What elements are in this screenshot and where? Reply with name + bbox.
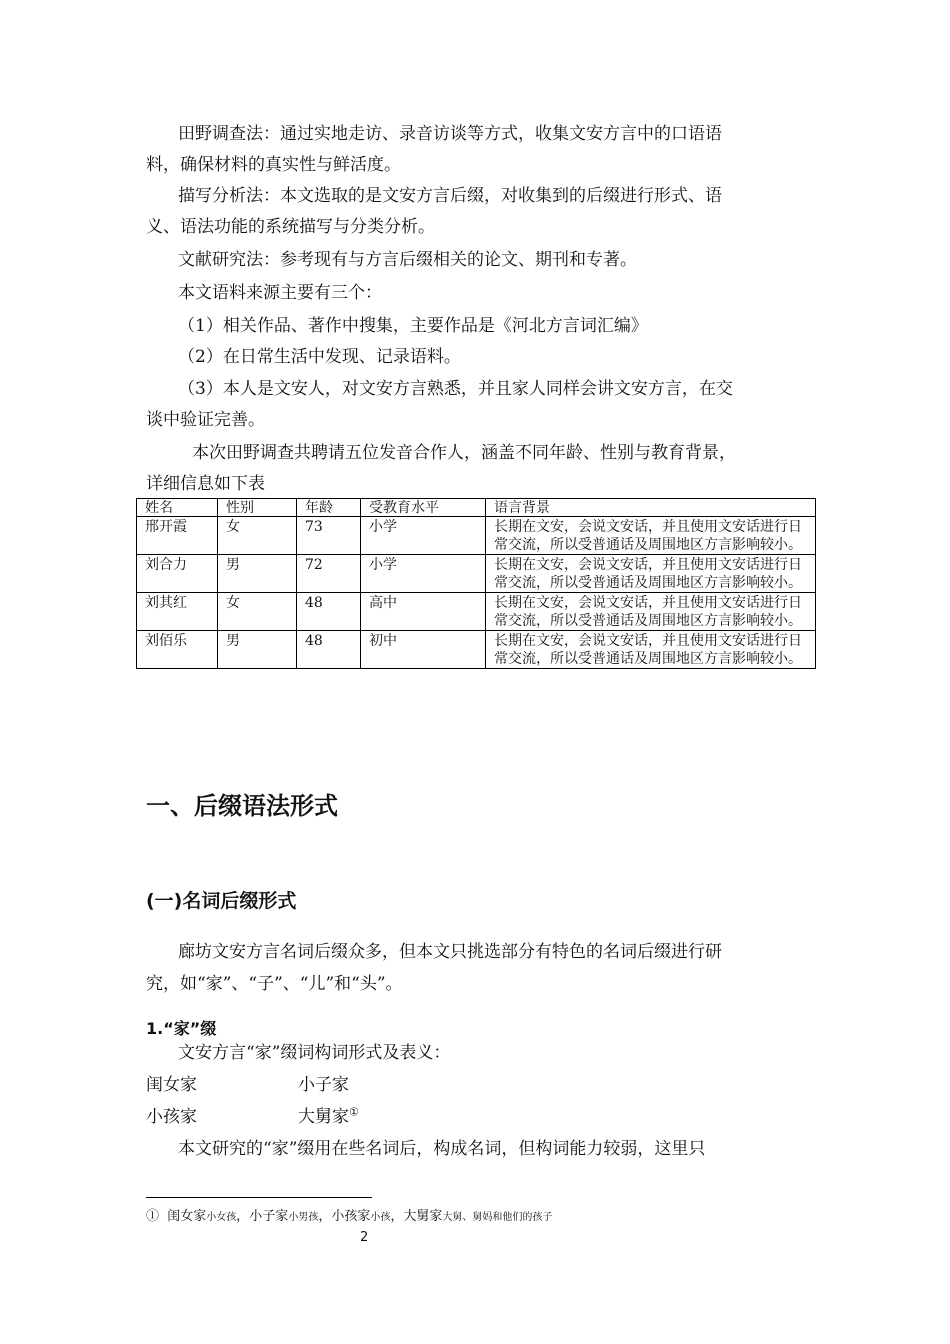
table-cell: 男 [218, 555, 297, 593]
column-header-education: 受教育水平 [361, 499, 486, 517]
footnote-gloss: 小女孩 [206, 1212, 237, 1223]
paragraph-informants: 本次田野调查共聘请五位发音合作人，涵盖不同年龄、性别与教育背景， [192, 443, 736, 463]
example-word: 大舅家 [298, 1107, 349, 1127]
paragraph-descriptive-analysis: 描写分析法：本文选取的是文安方言后缀，对收集到的后缀进行形式、语 [178, 186, 722, 206]
footnote-marker: ① [146, 1209, 160, 1224]
footnote-divider [146, 1197, 372, 1198]
table-header-row [137, 499, 816, 517]
table-row [137, 555, 816, 593]
paragraph-informants-cont: 详细信息如下表 [146, 474, 265, 494]
table-cell: 48 [297, 631, 361, 669]
list-item-source-3: （3）本人是文安人，对文安方言熟悉，并且家人同样会讲文安方言，在交 [178, 379, 733, 399]
list-item-source-2: （2）在日常生活中发现、记录语料。 [178, 347, 461, 367]
paragraph-noun-suffixes: 廊坊文安方言名词后缀众多，但本文只挑选部分有特色的名词后缀进行研 [178, 942, 722, 962]
table-cell: 长期在文安，会说文安话，并且使用文安话进行日常交流，所以受普通话及周围地区方言影响较小。 [486, 517, 816, 555]
footnote-gloss: 小男孩 [288, 1212, 319, 1223]
table-cell: 初中 [361, 631, 486, 669]
footnote-term: ，大舅家 [390, 1209, 443, 1224]
paragraph-jia-suffix-intro: 文安方言“家”缀词构词形式及表义： [178, 1043, 451, 1063]
table-cell: 刘其红 [137, 593, 218, 631]
column-header-language-background: 语言背景 [486, 499, 816, 517]
section-heading: 一、后缀语法形式 [146, 792, 338, 820]
table-cell: 长期在文安，会说文安话，并且使用文安话进行日常交流，所以受普通话及周围地区方言影响较小。 [486, 555, 816, 593]
footnote-gloss: 小孩 [370, 1212, 391, 1223]
paragraph-noun-suffixes-cont: 究，如“家”、“子”、“儿”和“头”。 [146, 974, 403, 994]
paragraph-jia-suffix-analysis: 本文研究的“家”缀用在些名词后，构成名词，但构词能力较弱，这里只 [178, 1139, 706, 1159]
table-row [137, 517, 816, 555]
subsection-heading: (一)名词后缀形式 [146, 890, 297, 912]
list-item-source-3-cont: 谈中验证完善。 [146, 410, 265, 430]
table-cell: 小学 [361, 555, 486, 593]
table-cell: 女 [218, 593, 297, 631]
table-cell: 高中 [361, 593, 486, 631]
paragraph-field-survey-cont: 料，确保材料的真实性与鲜活度。 [146, 155, 401, 175]
table-cell: 刘佰乐 [137, 631, 218, 669]
informants-table [136, 498, 816, 669]
footnote [146, 1208, 552, 1227]
subsubsection-heading: 1.“家”缀 [146, 1019, 217, 1038]
example-word: 闺女家 [146, 1075, 197, 1095]
table-cell: 女 [218, 517, 297, 555]
footnote-term: ，小孩家 [318, 1209, 371, 1224]
list-item-source-1: （1）相关作品、著作中搜集，主要作品是《河北方言词汇编》 [178, 316, 648, 336]
column-header-age: 年龄 [297, 499, 361, 517]
table-cell: 48 [297, 593, 361, 631]
column-header-gender: 性别 [218, 499, 297, 517]
footnote-reference[interactable]: ① [349, 1105, 359, 1119]
example-word-with-note [298, 1105, 359, 1129]
footnote-term: 闺女家 [167, 1209, 207, 1224]
footnote-term: ，小子家 [236, 1209, 289, 1224]
example-word: 小孩家 [146, 1107, 197, 1127]
table-cell: 72 [297, 555, 361, 593]
example-word: 小子家 [298, 1075, 349, 1095]
table-cell: 男 [218, 631, 297, 669]
table-cell: 长期在文安，会说文安话，并且使用文安话进行日常交流，所以受普通话及周围地区方言影响较小。 [486, 593, 816, 631]
table-cell: 小学 [361, 517, 486, 555]
table-cell: 邢开霞 [137, 517, 218, 555]
footnote-gloss: 大舅、舅妈和他们的孩子 [442, 1212, 553, 1223]
paragraph-field-survey: 田野调查法：通过实地走访、录音访谈等方式，收集文安方言中的口语语 [178, 124, 722, 144]
table-cell: 73 [297, 517, 361, 555]
paragraph-literature-research: 文献研究法：参考现有与方言后缀相关的论文、期刊和专著。 [178, 250, 637, 270]
paragraph-corpus-sources: 本文语料来源主要有三个： [178, 283, 382, 303]
table-cell: 长期在文安，会说文安话，并且使用文安话进行日常交流，所以受普通话及周围地区方言影响较小。 [486, 631, 816, 669]
paragraph-descriptive-analysis-cont: 义、语法功能的系统描写与分类分析。 [146, 217, 435, 237]
table-row [137, 631, 816, 669]
table-row [137, 593, 816, 631]
table-cell: 刘合力 [137, 555, 218, 593]
page-number: 2 [360, 1230, 369, 1245]
column-header-name: 姓名 [137, 499, 218, 517]
